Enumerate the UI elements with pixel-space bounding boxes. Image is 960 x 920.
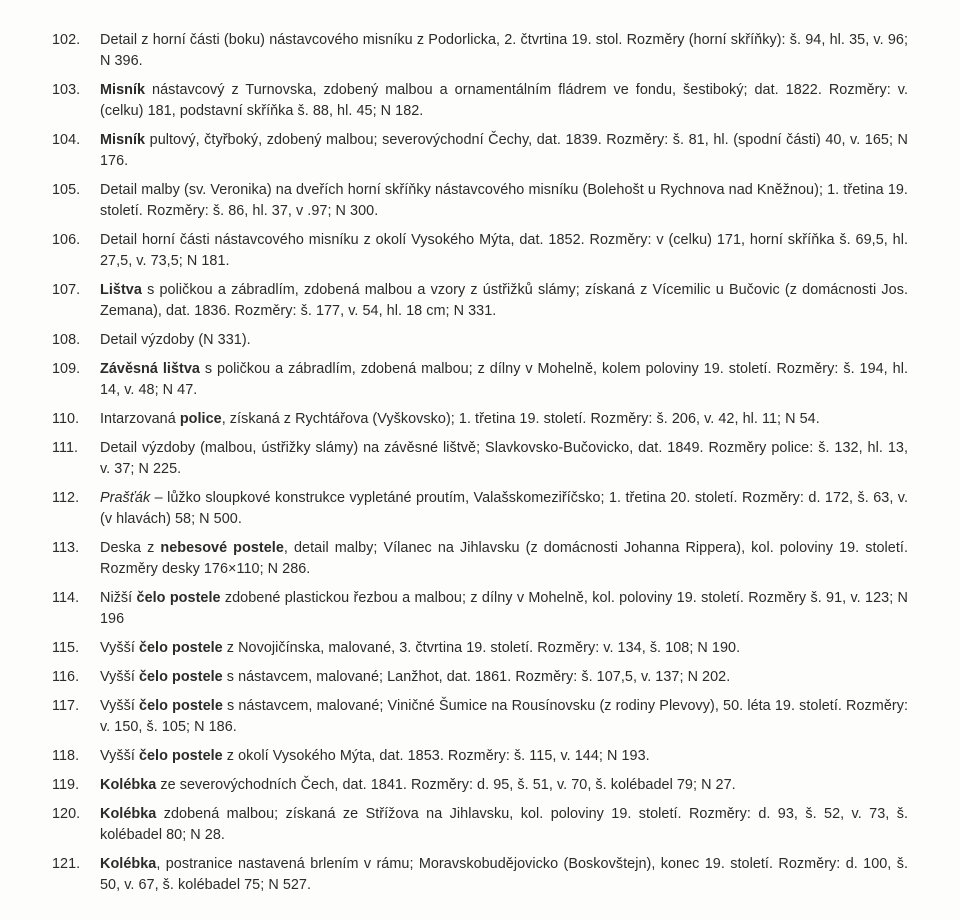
caption-number: 104. bbox=[52, 132, 81, 148]
caption-text bbox=[100, 488, 908, 530]
caption-text-run: Detail malby (sv. Veronika) na dveřích horní skříňky nástavcového misníku (Bolehošt u Rychnova nad Kněžnou); 1. třetina 19. století. Rozměry: š. 86, hl. 37, v .97; N 300. bbox=[100, 182, 908, 219]
caption-text-run: pultový, čtyřboký, zdobený malbou; severovýchodní Čechy, dat. 1839. Rozměry: š. 81, hl. (spodní části) 40, v. 165; N 176. bbox=[100, 132, 908, 169]
caption-keyword: čelo postele bbox=[136, 590, 221, 606]
caption-entry bbox=[52, 588, 908, 630]
caption-number: 120. bbox=[52, 806, 81, 822]
caption-number: 113. bbox=[52, 540, 80, 556]
caption-keyword: Kolébka bbox=[100, 806, 157, 822]
caption-text bbox=[100, 438, 908, 480]
caption-keyword: Kolébka bbox=[100, 777, 157, 793]
caption-keyword: čelo postele bbox=[138, 748, 223, 764]
caption-text bbox=[100, 638, 908, 659]
caption-number: 111. bbox=[52, 440, 79, 456]
caption-number: 117. bbox=[52, 698, 80, 714]
caption-entry bbox=[52, 538, 908, 580]
caption-text-run: Detail výzdoby (N 331). bbox=[100, 332, 251, 348]
caption-text bbox=[100, 667, 908, 688]
caption-number: 102. bbox=[52, 32, 81, 48]
caption-text bbox=[100, 854, 908, 896]
caption-text bbox=[100, 538, 908, 580]
caption-keyword: čelo postele bbox=[138, 669, 223, 685]
caption-text bbox=[100, 696, 908, 738]
caption-entry bbox=[52, 854, 908, 896]
caption-text-run: Nižší bbox=[100, 590, 137, 606]
entries-container bbox=[52, 30, 908, 896]
caption-number: 114. bbox=[52, 590, 80, 606]
caption-text-run: z Novojičínska, malované, 3. čtvrtina 19. století. Rozměry: v. 134, š. 108; N 190. bbox=[222, 640, 741, 656]
caption-number: 103. bbox=[52, 82, 81, 98]
caption-text-run: Detail horní části nástavcového misníku z okolí Vysokého Mýta, dat. 1852. Rozměry: v (celku) 171, horní skříňka š. 69,5, hl. 27,5, v. 73,5; N 181. bbox=[100, 232, 908, 269]
caption-keyword: Kolébka bbox=[100, 856, 157, 872]
caption-entry bbox=[52, 667, 908, 688]
caption-text-run: s poličkou a zábradlím, zdobená malbou a vzory z ústřižků slámy; získaná z Vícemilic u Bučovic (z domácnosti Jos. Zemana), dat. 1836. Rozměry: š. 177, v. 54, hl. 18 cm; N 331. bbox=[100, 282, 908, 319]
caption-entry bbox=[52, 130, 908, 172]
caption-number: 119. bbox=[52, 777, 80, 793]
caption-entry bbox=[52, 80, 908, 122]
caption-text-run: Detail výzdoby (malbou, ústřižky slámy) na závěsné lištvě; Slavkovsko-Bučovicko, dat. 1849. Rozměry police: š. 132, hl. 13, v. 37; N 225. bbox=[100, 440, 908, 477]
caption-text bbox=[100, 230, 908, 272]
caption-text bbox=[100, 180, 908, 222]
caption-text-run: – lůžko sloupkové konstrukce vypletáné proutím, Valašskomeziříčsko; 1. třetina 20. století. Rozměry: d. 172, š. 63, v. (v hlavách) 58; N 500. bbox=[100, 490, 908, 527]
caption-text-run: Deska z bbox=[100, 540, 161, 556]
caption-entry bbox=[52, 438, 908, 480]
caption-entry bbox=[52, 280, 908, 322]
caption-text bbox=[100, 80, 908, 122]
caption-text-run: s poličkou a zábradlím, zdobená malbou; z dílny v Mohelně, kolem poloviny 19. století. Rozměry: š. 194, hl. 14, v. 48; N 47. bbox=[100, 361, 908, 398]
caption-text-run: ze severovýchodních Čech, dat. 1841. Rozměry: d. 95, š. 51, v. 70, š. kolébadel 79; N 27. bbox=[156, 777, 736, 793]
caption-number: 110. bbox=[52, 411, 80, 427]
caption-text-run: Vyšší bbox=[100, 698, 140, 714]
caption-text-run: Vyšší bbox=[100, 669, 139, 685]
caption-text-run: Vyšší bbox=[100, 640, 139, 656]
caption-text bbox=[100, 804, 908, 846]
caption-text bbox=[100, 409, 908, 430]
caption-number: 115. bbox=[52, 640, 80, 656]
caption-number: 106. bbox=[52, 232, 81, 248]
caption-keyword: police bbox=[179, 411, 222, 427]
caption-text-run: , postranice nastavená brlením v rámu; Moravskobudějovicko (Boskovštejn), konec 19. století. Rozměry: d. 100, š. 50, v. 67, š. kolébadel 75; N 527. bbox=[100, 856, 908, 893]
caption-text bbox=[100, 775, 908, 796]
caption-entry bbox=[52, 804, 908, 846]
caption-text-run: , získaná z Rychtářova (Vyškovsko); 1. třetina 19. století. Rozměry: š. 206, v. 42, hl. 11; N 54. bbox=[221, 411, 820, 427]
caption-number: 105. bbox=[52, 182, 81, 198]
caption-text bbox=[100, 359, 908, 401]
caption-entry bbox=[52, 30, 908, 72]
caption-text bbox=[100, 330, 908, 351]
caption-text-run: Detail z horní části (boku) nástavcového misníku z Podorlicka, 2. čtvrtina 19. stol. Rozměry (horní skříňky): š. 94, hl. 35, v. 96; N 396. bbox=[100, 32, 908, 69]
caption-number: 109. bbox=[52, 361, 81, 377]
caption-entry bbox=[52, 696, 908, 738]
caption-keyword: Závěsná lištva bbox=[100, 361, 200, 377]
caption-entry bbox=[52, 746, 908, 767]
caption-number: 121. bbox=[52, 856, 81, 872]
caption-keyword: čelo postele bbox=[139, 698, 223, 714]
caption-keyword: Misník bbox=[100, 132, 146, 148]
caption-text bbox=[100, 280, 908, 322]
caption-text-run: zdobené plastickou řezbou a malbou; z dílny v Mohelně, kol. poloviny 19. století. Rozměry š. 91, v. 123; N 196 bbox=[100, 590, 908, 627]
caption-text bbox=[100, 30, 908, 72]
caption-keyword: čelo postele bbox=[138, 640, 223, 656]
caption-entry bbox=[52, 775, 908, 796]
caption-text-run: s nástavcem, malované; Lanžhot, dat. 1861. Rozměry: š. 107,5, v. 137; N 202. bbox=[222, 669, 731, 685]
caption-entry bbox=[52, 409, 908, 430]
caption-keyword: Misník bbox=[100, 82, 146, 98]
caption-entry bbox=[52, 638, 908, 659]
caption-keyword: Lištva bbox=[100, 282, 142, 298]
caption-text-run: Vyšší bbox=[100, 748, 139, 764]
caption-text bbox=[100, 746, 908, 767]
caption-entry bbox=[52, 230, 908, 272]
caption-number: 116. bbox=[52, 669, 80, 685]
caption-number: 107. bbox=[52, 282, 81, 298]
caption-text bbox=[100, 130, 908, 172]
caption-text-run: s nástavcem, malované; Viničné Šumice na Rousínovsku (z rodiny Plevovy), 50. léta 19. století. Rozměry: v. 150, š. 105; N 186. bbox=[100, 698, 909, 735]
caption-number: 108. bbox=[52, 332, 81, 348]
caption-text-run: zdobená malbou; získaná ze Střížova na Jihlavsku, kol. poloviny 19. století. Rozměry: d. 93, š. 52, v. 73, š. kolébadel 80; N 28. bbox=[100, 806, 908, 843]
caption-entry bbox=[52, 180, 908, 222]
caption-entry bbox=[52, 359, 908, 401]
caption-text-run: z okolí Vysokého Mýta, dat. 1853. Rozměry: š. 115, v. 144; N 193. bbox=[222, 748, 650, 764]
caption-entry bbox=[52, 330, 908, 351]
caption-entry bbox=[52, 488, 908, 530]
caption-number: 118. bbox=[52, 748, 80, 764]
caption-term: Prašťák bbox=[100, 490, 151, 506]
caption-number: 112. bbox=[52, 490, 80, 506]
caption-text-run: Intarzovaná bbox=[100, 411, 180, 427]
caption-text bbox=[100, 588, 908, 630]
caption-text-run: nástavcový z Turnovska, zdobený malbou a ornamentálním fládrem ve fondu, šestiboký; dat. 1822. Rozměry: v. (celku) 181, podstavní skříňka š. 88, hl. 45; N 182. bbox=[100, 82, 908, 119]
caption-keyword: nebesové postele bbox=[160, 540, 284, 556]
caption-text-run: , detail malby; Vílanec na Jihlavsku (z domácnosti Johanna Rippera), kol. poloviny 19. století. Rozměry desky 176×110; N 286. bbox=[100, 540, 908, 577]
